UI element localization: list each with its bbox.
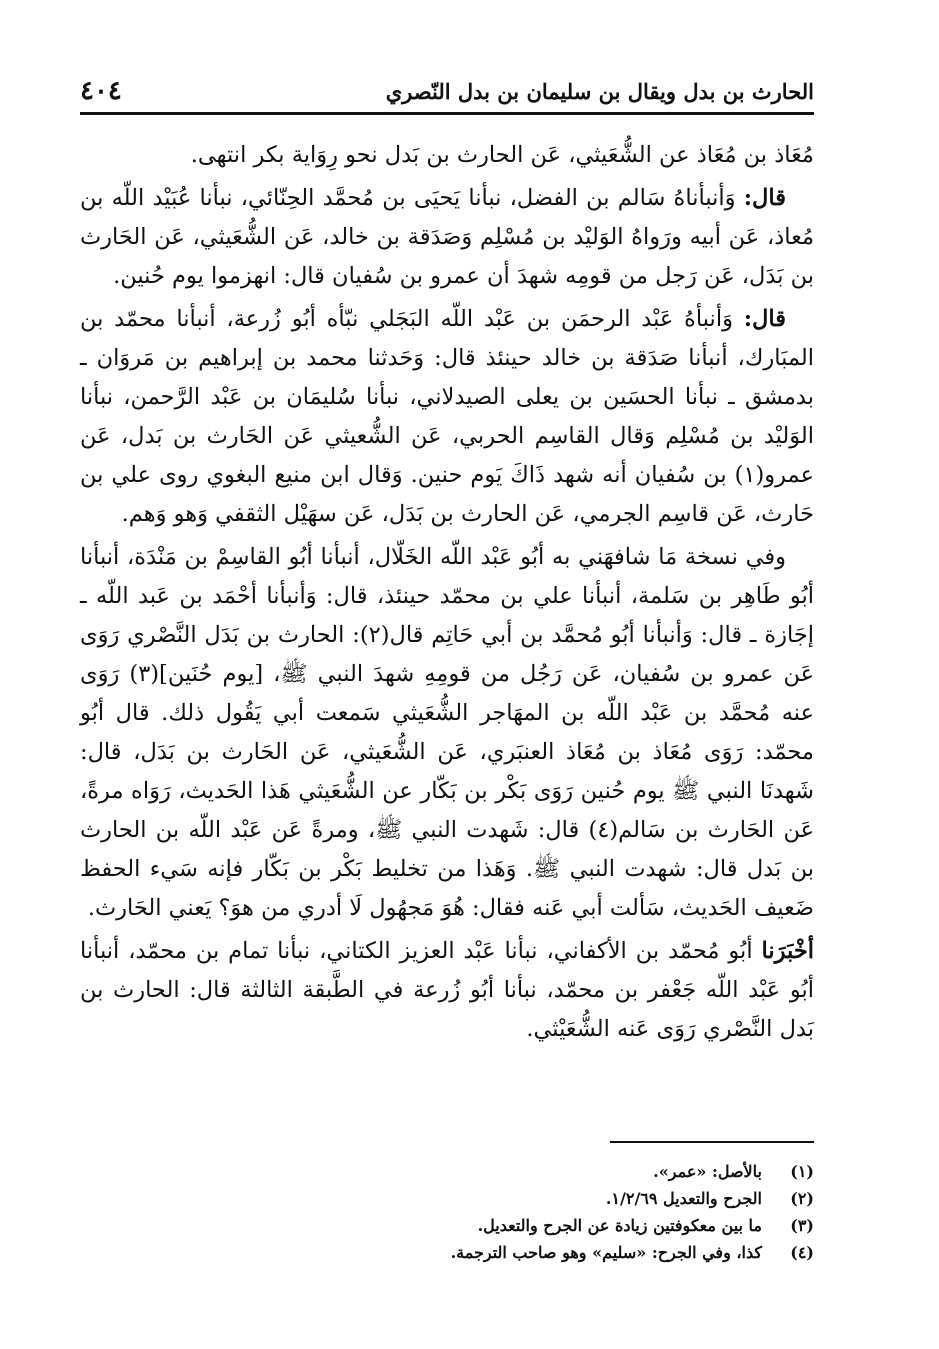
page-header <box>80 70 814 112</box>
paragraph-text: مُعَاذ بن مُعَاذ عن الشُّعَيثي، عَن الحارث بن بَدل نحو رِوَاية بكر انتهى. <box>190 142 814 168</box>
footnotes <box>80 1158 814 1266</box>
footnote-mark: (٤) <box>790 1243 814 1262</box>
footnote-text: كذا، وفي الجرح: «سليم» وهو صاحب الترجمة. <box>450 1243 762 1262</box>
footnote-separator <box>610 1141 814 1143</box>
footnote <box>80 1158 814 1185</box>
footnote-mark: (١) <box>790 1162 814 1181</box>
footnote <box>80 1239 814 1266</box>
paragraph <box>80 538 814 928</box>
paragraph-lead: قال: <box>743 306 786 332</box>
paragraph-text: أبُو مُحمّد بن الأكفاني، نبأنا عَبْد العزيز الكتاني، نبأنا تمام بن محمّد، أنبأنا أبُو عَبْد اللّه جَعْفر بن محمّد، نبأنا أبُو زُرعة في الطَّبقة الثالثة قال: الحارث بن بَدل النَّصْري رَوَى عَنه الشُّعَيْثي. <box>80 938 814 1042</box>
paragraph <box>80 136 814 175</box>
page-number: ٤٠٤ <box>80 76 122 106</box>
footnote-text: ما بين معكوفتين زيادة عن الجرح والتعديل. <box>477 1216 762 1235</box>
running-title: الحارث بن بدل ويقال بن سليمان بن بدل النّصري <box>385 78 814 104</box>
paragraph-text: وَأنبأناهُ سَالم بن الفضل، نبأنا يَحيَى بن مُحمَّد الحِنّائي، نبأنا عُبَيْد اللّه بن مُعاذ، عَن أبيه ورَواهُ الوَليْد بن مُسْلِم وَصَدَقة بن خالد، عَن الشُّعَيثي، عَن الحَارث بن بَدَل، عَن رَجل من قومِه شهدَ أن عمرو بن سُفيان قال: انهزموا يوم حُنين. <box>80 185 814 289</box>
footnote-text: الجرح والتعديل ١/٢/٦٩. <box>605 1189 762 1208</box>
header-rule <box>80 112 814 115</box>
paragraph <box>80 300 814 534</box>
paragraph <box>80 932 814 1049</box>
footnote <box>80 1185 814 1212</box>
paragraph <box>80 179 814 296</box>
footnote-mark: (٣) <box>790 1216 814 1235</box>
main-text <box>80 136 814 1053</box>
footnote-text: بالأصل: «عمر». <box>653 1162 762 1181</box>
paragraph-lead: أخْبَرَنا <box>761 938 814 964</box>
footnote <box>80 1212 814 1239</box>
paragraph-text: وفي نسخة مَا شافهَني به أبُو عَبْد اللّه الخَلّال، أنبأنا أبُو القاسِمْ بن مَنْدَة، أنبأنا أبُو طَاهِر بن سَلمة، أنبأنا علي بن محمّد حينئذ، قال: وَأنبأنا أحْمَد بن عَبد اللّه ـ إجَازة ـ قال: وَأنبأنا أبُو مُحمَّد بن أبي حَاتِم قال(٢): الحارث بن بَدَل النَّصْري رَوَى عَن عمرو بن سُفيان، عَن رَجُل من قومِهِ شهدَ النبي ﷺ، [يوم حُنَين](٣) رَوَى عنه مُحمَّد بن عَبْد اللّه بن المهَاجر الشُّعَيثي سَمعت أبي يَقُول ذلك. قال أبُو محمّد: رَوَى مُعَاذ بن مُعَاذ العنبَري، عَن الشُّعَيثي، عَن الحَارث بن بَدَل، قال: شَهدنَا النبي ﷺ يوم حُنين رَوَى بَكْر بن بَكّار عن الشُّعَيثي هَذا الحَديث، رَوَاه مرةً، عَن الحَارث بن سَالم(٤) قال: شَهدت النبي ﷺ، ومرةً عَن عَبْد اللّه بن الحارث بن بَدل قال: شهدت النبي ﷺ. وَهَذا من تخليط بَكْر بن بَكّار فإنه سَيء الحفظ ضَعيف الحَديث، سَألت أبي عَنه فقال: هُوَ مَجهُول لَا أدري من هوَ؟ يَعني الحَارث. <box>80 544 814 921</box>
paragraph-text: وَأنبأهُ عَبْد الرحمَن بن عَبْد اللّه البَجَلي نبّأه أبُو زُرعة، أنبأنا محمّد بن المبَارك، أنبأنا صَدَقة بن خالد حينئذ قال: وَحَدثنا محمد بن إبراهيم بن مَروَان ـ بدمشق ـ نبأنا الحسَين بن يعلى الصيدلاني، نبأنا سُليمَان بن عَبْد الرَّحمن، نبأنا الوَليْد بن مُسْلِم وَقال القاسِم الحربي، عَن الشُّعيثي عَن الحَارث بن بَدل، عَن عمرو(١) بن سُفيان أنه شهد ذَاكَ يَوم حنين. وَقال ابن منيع البغوي روى علي بن حَارث، عَن قاسِم الجرمي، عَن الحارث بن بَدَل، عَن سهَيْل الثقفي وَهو وَهم. <box>80 306 814 527</box>
paragraph-lead: قال: <box>743 185 786 211</box>
footnote-mark: (٢) <box>790 1189 814 1208</box>
